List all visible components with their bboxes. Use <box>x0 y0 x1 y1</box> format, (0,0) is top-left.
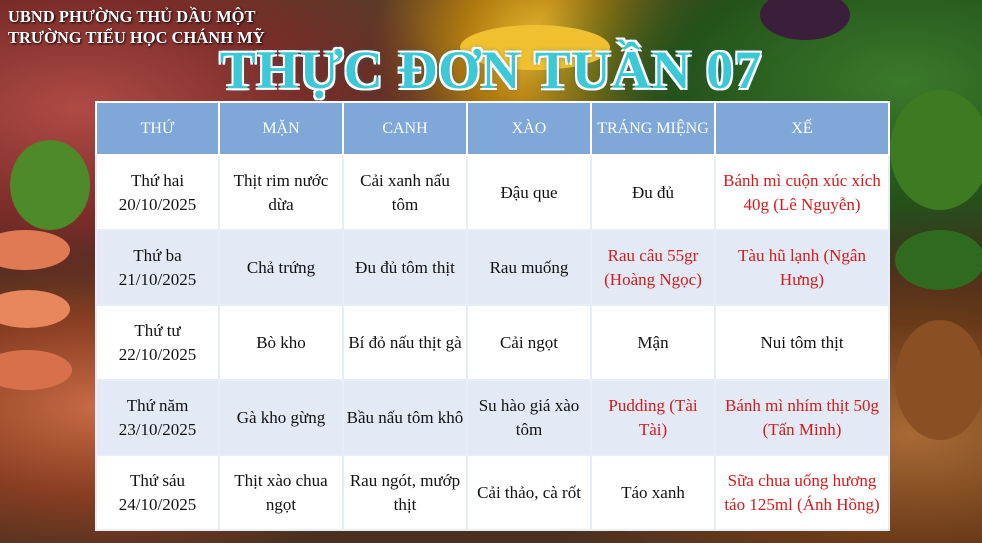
man-cell: Chả trứng <box>219 230 343 305</box>
school-name: TRƯỜNG TIỂU HỌC CHÁNH MỸ <box>8 28 265 47</box>
day-cell: Thứ sáu 24/10/2025 <box>96 455 219 530</box>
xe-cell: Nui tôm thịt <box>715 305 889 380</box>
page-title: THỰC ĐƠN TUẦN 07 <box>219 40 763 100</box>
xao-cell: Cải ngọt <box>467 305 591 380</box>
day-cell: Thứ tư 22/10/2025 <box>96 305 219 380</box>
canh-cell: Bí đỏ nấu thịt gà <box>343 305 467 380</box>
column-header-thu: THỨ <box>96 102 219 155</box>
xe-cell: Sữa chua uống hương táo 125ml (Ánh Hồng) <box>715 455 889 530</box>
canh-cell: Cải xanh nấu tôm <box>343 155 467 230</box>
trang-mieng-cell: Táo xanh <box>591 455 715 530</box>
xe-cell: Bánh mì cuộn xúc xích 40g (Lê Nguyễn) <box>715 155 889 230</box>
menu-table <box>95 101 890 531</box>
trang-mieng-cell: Đu đủ <box>591 155 715 230</box>
man-cell: Thịt xào chua ngọt <box>219 455 343 530</box>
trang-mieng-cell: Mận <box>591 305 715 380</box>
canh-cell: Đu đủ tôm thịt <box>343 230 467 305</box>
column-header-xao: XÀO <box>467 102 591 155</box>
table-row <box>96 155 889 230</box>
shrimp-decoration <box>0 350 72 390</box>
table-header-row <box>96 102 889 155</box>
table-row <box>96 305 889 380</box>
coconut-decoration <box>895 320 982 440</box>
table-row <box>96 380 889 455</box>
table-row <box>96 230 889 305</box>
shrimp-decoration <box>0 290 70 328</box>
cucumber-decoration <box>895 230 982 290</box>
column-header-canh: CANH <box>343 102 467 155</box>
day-cell: Thứ năm 23/10/2025 <box>96 380 219 455</box>
table-row <box>96 455 889 530</box>
xao-cell: Rau muống <box>467 230 591 305</box>
trang-mieng-cell: Pudding (Tài Tài) <box>591 380 715 455</box>
xe-cell: Tàu hũ lạnh (Ngân Hưng) <box>715 230 889 305</box>
day-cell: Thứ hai 20/10/2025 <box>96 155 219 230</box>
column-header-trang-mieng: TRÁNG MIỆNG <box>591 102 715 155</box>
man-cell: Bò kho <box>219 305 343 380</box>
man-cell: Gà kho gừng <box>219 380 343 455</box>
xao-cell: Su hào giá xào tôm <box>467 380 591 455</box>
column-header-man: MẶN <box>219 102 343 155</box>
man-cell: Thịt rim nước dừa <box>219 155 343 230</box>
eggplant-decoration <box>760 0 850 40</box>
shrimp-decoration <box>0 230 70 270</box>
trang-mieng-cell: Rau câu 55gr (Hoàng Ngọc) <box>591 230 715 305</box>
canh-cell: Bầu nấu tôm khô <box>343 380 467 455</box>
ward-name: UBND PHƯỜNG THỦ DẦU MỘT <box>8 7 256 26</box>
day-cell: Thứ ba 21/10/2025 <box>96 230 219 305</box>
xao-cell: Cải thảo, cà rốt <box>467 455 591 530</box>
column-header-xe: XẾ <box>715 102 889 155</box>
xao-cell: Đậu que <box>467 155 591 230</box>
herb-decoration <box>890 90 982 210</box>
lettuce-decoration <box>10 140 90 230</box>
xe-cell: Bánh mì nhím thịt 50g (Tấn Minh) <box>715 380 889 455</box>
canh-cell: Rau ngót, mướp thịt <box>343 455 467 530</box>
